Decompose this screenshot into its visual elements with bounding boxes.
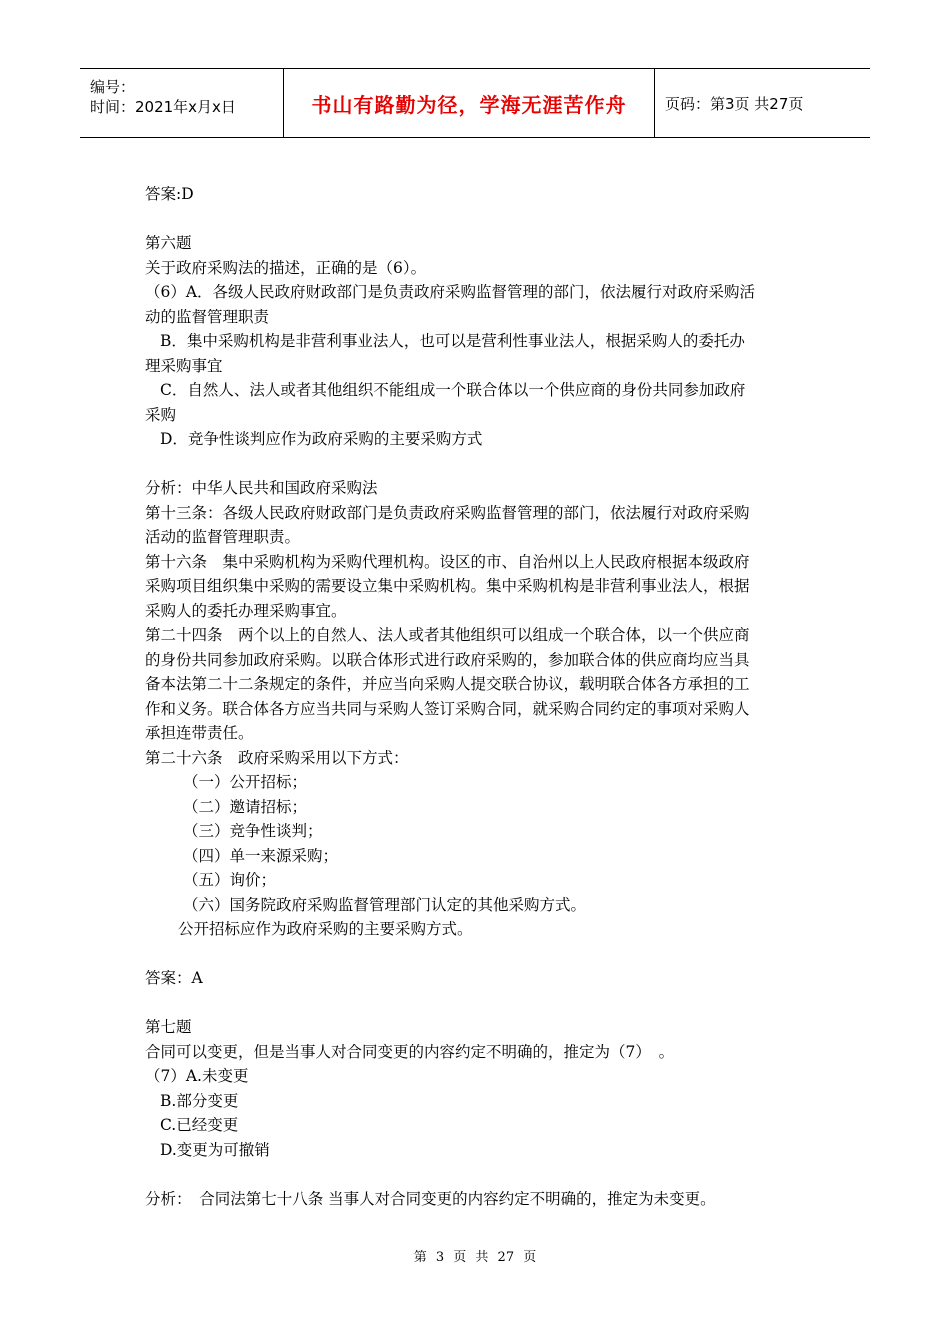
blank-line [145, 207, 815, 232]
text-line: （一）公开招标； [183, 773, 308, 791]
page-header [80, 68, 870, 138]
text-line: 采购 [145, 405, 177, 424]
text-line: 备本法第二十二条规定的条件，并应当向采购人提交联合协议，载明联合体各方承担的工 [145, 675, 750, 693]
text-line: 第六题 [145, 234, 192, 252]
text-line: 承担连带责任。 [145, 724, 254, 742]
text-line: 第十三条：各级人民政府财政部门是负责政府采购监督管理的部门，依法履行对政府采购 [145, 503, 750, 522]
blank-line [145, 452, 815, 477]
text-line: 公开招标应作为政府采购的主要采购方式。 [178, 920, 473, 938]
text-line: （五）询价； [183, 871, 277, 889]
text-line: 第二十四条 两个以上的自然人、法人或者其他组织可以组成一个联合体，以一个供应商 [145, 626, 750, 644]
text-line: （二）邀请招标； [183, 797, 308, 816]
text-line: 活动的监督管理职责。 [145, 528, 301, 546]
text-line: D．竞争性谈判应作为政府采购的主要采购方式 [160, 430, 483, 448]
text-line: 动的监督管理职责 [145, 307, 270, 326]
header-motto: 书山有路勤为径，学海无涯苦作舟 [283, 69, 655, 137]
text-line: 采购项目组织集中采购的需要设立集中采购机构。集中采购机构是非营利事业法人，根据 [145, 577, 750, 595]
document-body [145, 182, 815, 1211]
blank-line [145, 991, 815, 1016]
text-line: （7）A.未变更 [145, 1067, 249, 1085]
text-line: 分析：中华人民共和国政府采购法 [145, 479, 378, 497]
text-line: （三）竞争性谈判； [183, 822, 323, 840]
doc-date: 时间：2021年x月x日 [90, 98, 236, 116]
text-line: 关于政府采购法的描述，正确的是（6）。 [145, 258, 427, 277]
text-line: B．集中采购机构是非营利事业法人，也可以是营利性事业法人，根据采购人的委托办 [160, 332, 745, 350]
text-line: 作和义务。联合体各方应当共同与采购人签订采购合同，就采购合同约定的事项对采购人 [145, 699, 750, 718]
text-line: 答案：A [145, 969, 203, 987]
text-line: 答案:D [145, 185, 194, 203]
text-line: 分析： 合同法第七十八条 当事人对合同变更的内容约定不明确的，推定为未变更。 [145, 1189, 716, 1208]
text-line: （六）国务院政府采购监督管理部门认定的其他采购方式。 [183, 895, 587, 914]
text-line: B.部分变更 [160, 1091, 239, 1110]
text-line: 采购人的委托办理采购事宜。 [145, 601, 347, 620]
page-footer: 第 3 页 共 27 页 [413, 1250, 537, 1265]
text-line: C．自然人、法人或者其他组织不能组成一个联合体以一个供应商的身份共同参加政府 [160, 381, 746, 399]
text-line: C.已经变更 [160, 1116, 239, 1134]
text-line: D.变更为可撤销 [160, 1140, 270, 1159]
text-line: 第二十六条 政府采购采用以下方式： [145, 748, 409, 767]
blank-line [145, 1162, 815, 1187]
text-line: 第十六条 集中采购机构为采购代理机构。设区的市、自治州以上人民政府根据本级政府 [145, 552, 750, 571]
text-line: （6）A．各级人民政府财政部门是负责政府采购监督管理的部门，依法履行对政府采购活 [145, 283, 756, 301]
text-line: 的身份共同参加政府采购。以联合体形式进行政府采购的，参加联合体的供应商均应当具 [145, 650, 750, 669]
header-meta [80, 69, 283, 137]
doc-number-label: 编号： [90, 78, 136, 96]
text-line: 合同可以变更，但是当事人对合同变更的内容约定不明确的，推定为（7） 。 [145, 1042, 675, 1061]
text-line: 第七题 [145, 1018, 192, 1036]
blank-line [145, 942, 815, 967]
header-page-info: 页码：第3页 共27页 [665, 94, 804, 113]
text-line: 理采购事宜 [145, 356, 223, 375]
text-line: （四）单一来源采购； [183, 846, 339, 865]
